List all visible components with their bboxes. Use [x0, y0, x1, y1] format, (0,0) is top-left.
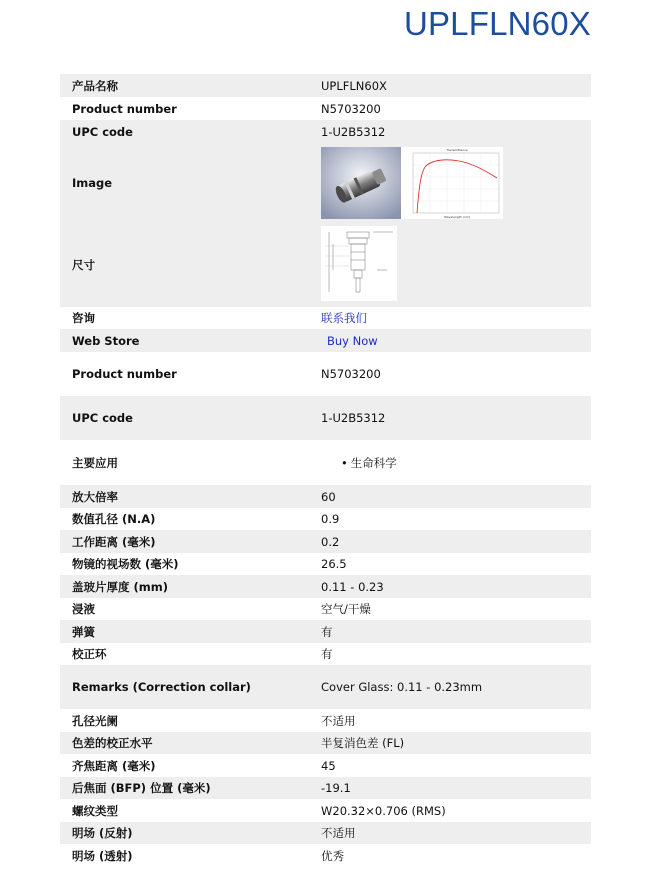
- table-row: [60, 485, 591, 508]
- row-label: Product number: [72, 367, 177, 381]
- row-value: 不适用: [321, 826, 356, 840]
- row-label: Web Store: [72, 333, 140, 348]
- row-value: 半复消色差 (FL): [321, 736, 405, 750]
- row-value: 优秀: [321, 848, 344, 863]
- table-row: [60, 97, 591, 120]
- row-label: 产品名称: [72, 78, 118, 93]
- row-value: [321, 226, 591, 304]
- page-title: UPLFLN60X: [403, 5, 591, 42]
- contact-us-link[interactable]: 联系我们: [321, 311, 367, 325]
- dimension-drawing[interactable]: [321, 226, 397, 301]
- spec-table: [60, 74, 591, 867]
- row-label: 弹簧: [72, 624, 95, 639]
- graph-title: Transmittance: [446, 148, 468, 152]
- table-row: [60, 508, 591, 530]
- table-row-image: [60, 143, 591, 223]
- row-value: 空气/干燥: [321, 602, 371, 616]
- table-row: [60, 754, 591, 777]
- row-label: 数值孔径 (N.A): [72, 512, 156, 526]
- row-label: 后焦面 (BFP) 位置 (毫米): [72, 781, 211, 795]
- row-label: 放大倍率: [72, 489, 118, 504]
- table-row: [60, 620, 591, 643]
- row-value: N5703200: [321, 101, 381, 116]
- row-label: 尺寸: [72, 258, 95, 272]
- row-value: [321, 455, 591, 471]
- row-value: 1-U2B5312: [321, 124, 386, 139]
- row-value: W20.32×0.706 (RMS): [321, 803, 446, 818]
- table-row: [60, 709, 591, 732]
- table-row: [60, 120, 591, 143]
- table-row: [60, 643, 591, 665]
- table-row: [60, 352, 591, 396]
- lens-photo[interactable]: [321, 147, 401, 219]
- row-value: 45: [321, 758, 336, 773]
- row-label: 盖玻片厚度 (mm): [72, 579, 168, 594]
- table-row: [60, 396, 591, 440]
- table-row: [60, 799, 591, 822]
- graph-xlabel: Wavelength (nm): [444, 215, 470, 219]
- table-row: [60, 777, 591, 799]
- row-label: 孔径光阑: [72, 713, 118, 728]
- row-value: 不适用: [321, 713, 356, 728]
- row-label: UPC code: [72, 124, 133, 139]
- row-value: 0.11 - 0.23: [321, 579, 384, 594]
- row-value: 有: [321, 624, 333, 639]
- row-label: Remarks (Correction collar): [72, 680, 251, 694]
- row-label: 浸液: [72, 602, 95, 616]
- buy-now-link[interactable]: Buy Now: [327, 333, 378, 348]
- row-value: 0.9: [321, 512, 340, 526]
- row-label: Product number: [72, 101, 177, 116]
- row-label: 齐焦距离 (毫米): [72, 758, 156, 773]
- table-row: [60, 598, 591, 620]
- row-value: -19.1: [321, 781, 351, 795]
- row-value: 0.2: [321, 534, 340, 549]
- table-row: [60, 575, 591, 598]
- application-item: • 生命科学: [321, 456, 397, 470]
- row-value: 有: [321, 647, 333, 661]
- row-label: Image: [72, 176, 113, 190]
- row-value: [321, 334, 591, 348]
- row-value: N5703200: [321, 367, 381, 381]
- transmittance-graph[interactable]: [401, 147, 503, 219]
- row-label: 校正环: [72, 647, 107, 661]
- row-label: UPC code: [72, 411, 133, 425]
- row-label: 明场 (反射): [72, 826, 133, 840]
- table-row: [60, 530, 591, 553]
- row-value: UPLFLN60X: [321, 78, 387, 93]
- row-value: [321, 310, 591, 326]
- row-value: 26.5: [321, 557, 347, 571]
- row-label: 工作距离 (毫米): [72, 534, 156, 549]
- row-label: 螺纹类型: [72, 803, 118, 818]
- table-row: [60, 822, 591, 844]
- row-label: 咨询: [72, 311, 95, 325]
- row-label: 物镜的视场数 (毫米): [72, 557, 179, 571]
- row-value: 1-U2B5312: [321, 411, 386, 425]
- table-row: [60, 440, 591, 485]
- row-value: [321, 147, 591, 219]
- row-value: 60: [321, 489, 336, 504]
- table-row: [60, 74, 591, 97]
- table-row: [60, 665, 591, 709]
- row-label: 主要应用: [72, 455, 118, 470]
- table-row-dimensions: [60, 223, 591, 307]
- table-row: [60, 307, 591, 329]
- row-label: 明场 (透射): [72, 848, 133, 863]
- table-row: [60, 732, 591, 754]
- row-label: 色差的校正水平: [72, 736, 153, 750]
- row-value: Cover Glass: 0.11 - 0.23mm: [321, 680, 483, 694]
- table-row: [60, 329, 591, 352]
- table-row: [60, 553, 591, 575]
- table-row: [60, 844, 591, 867]
